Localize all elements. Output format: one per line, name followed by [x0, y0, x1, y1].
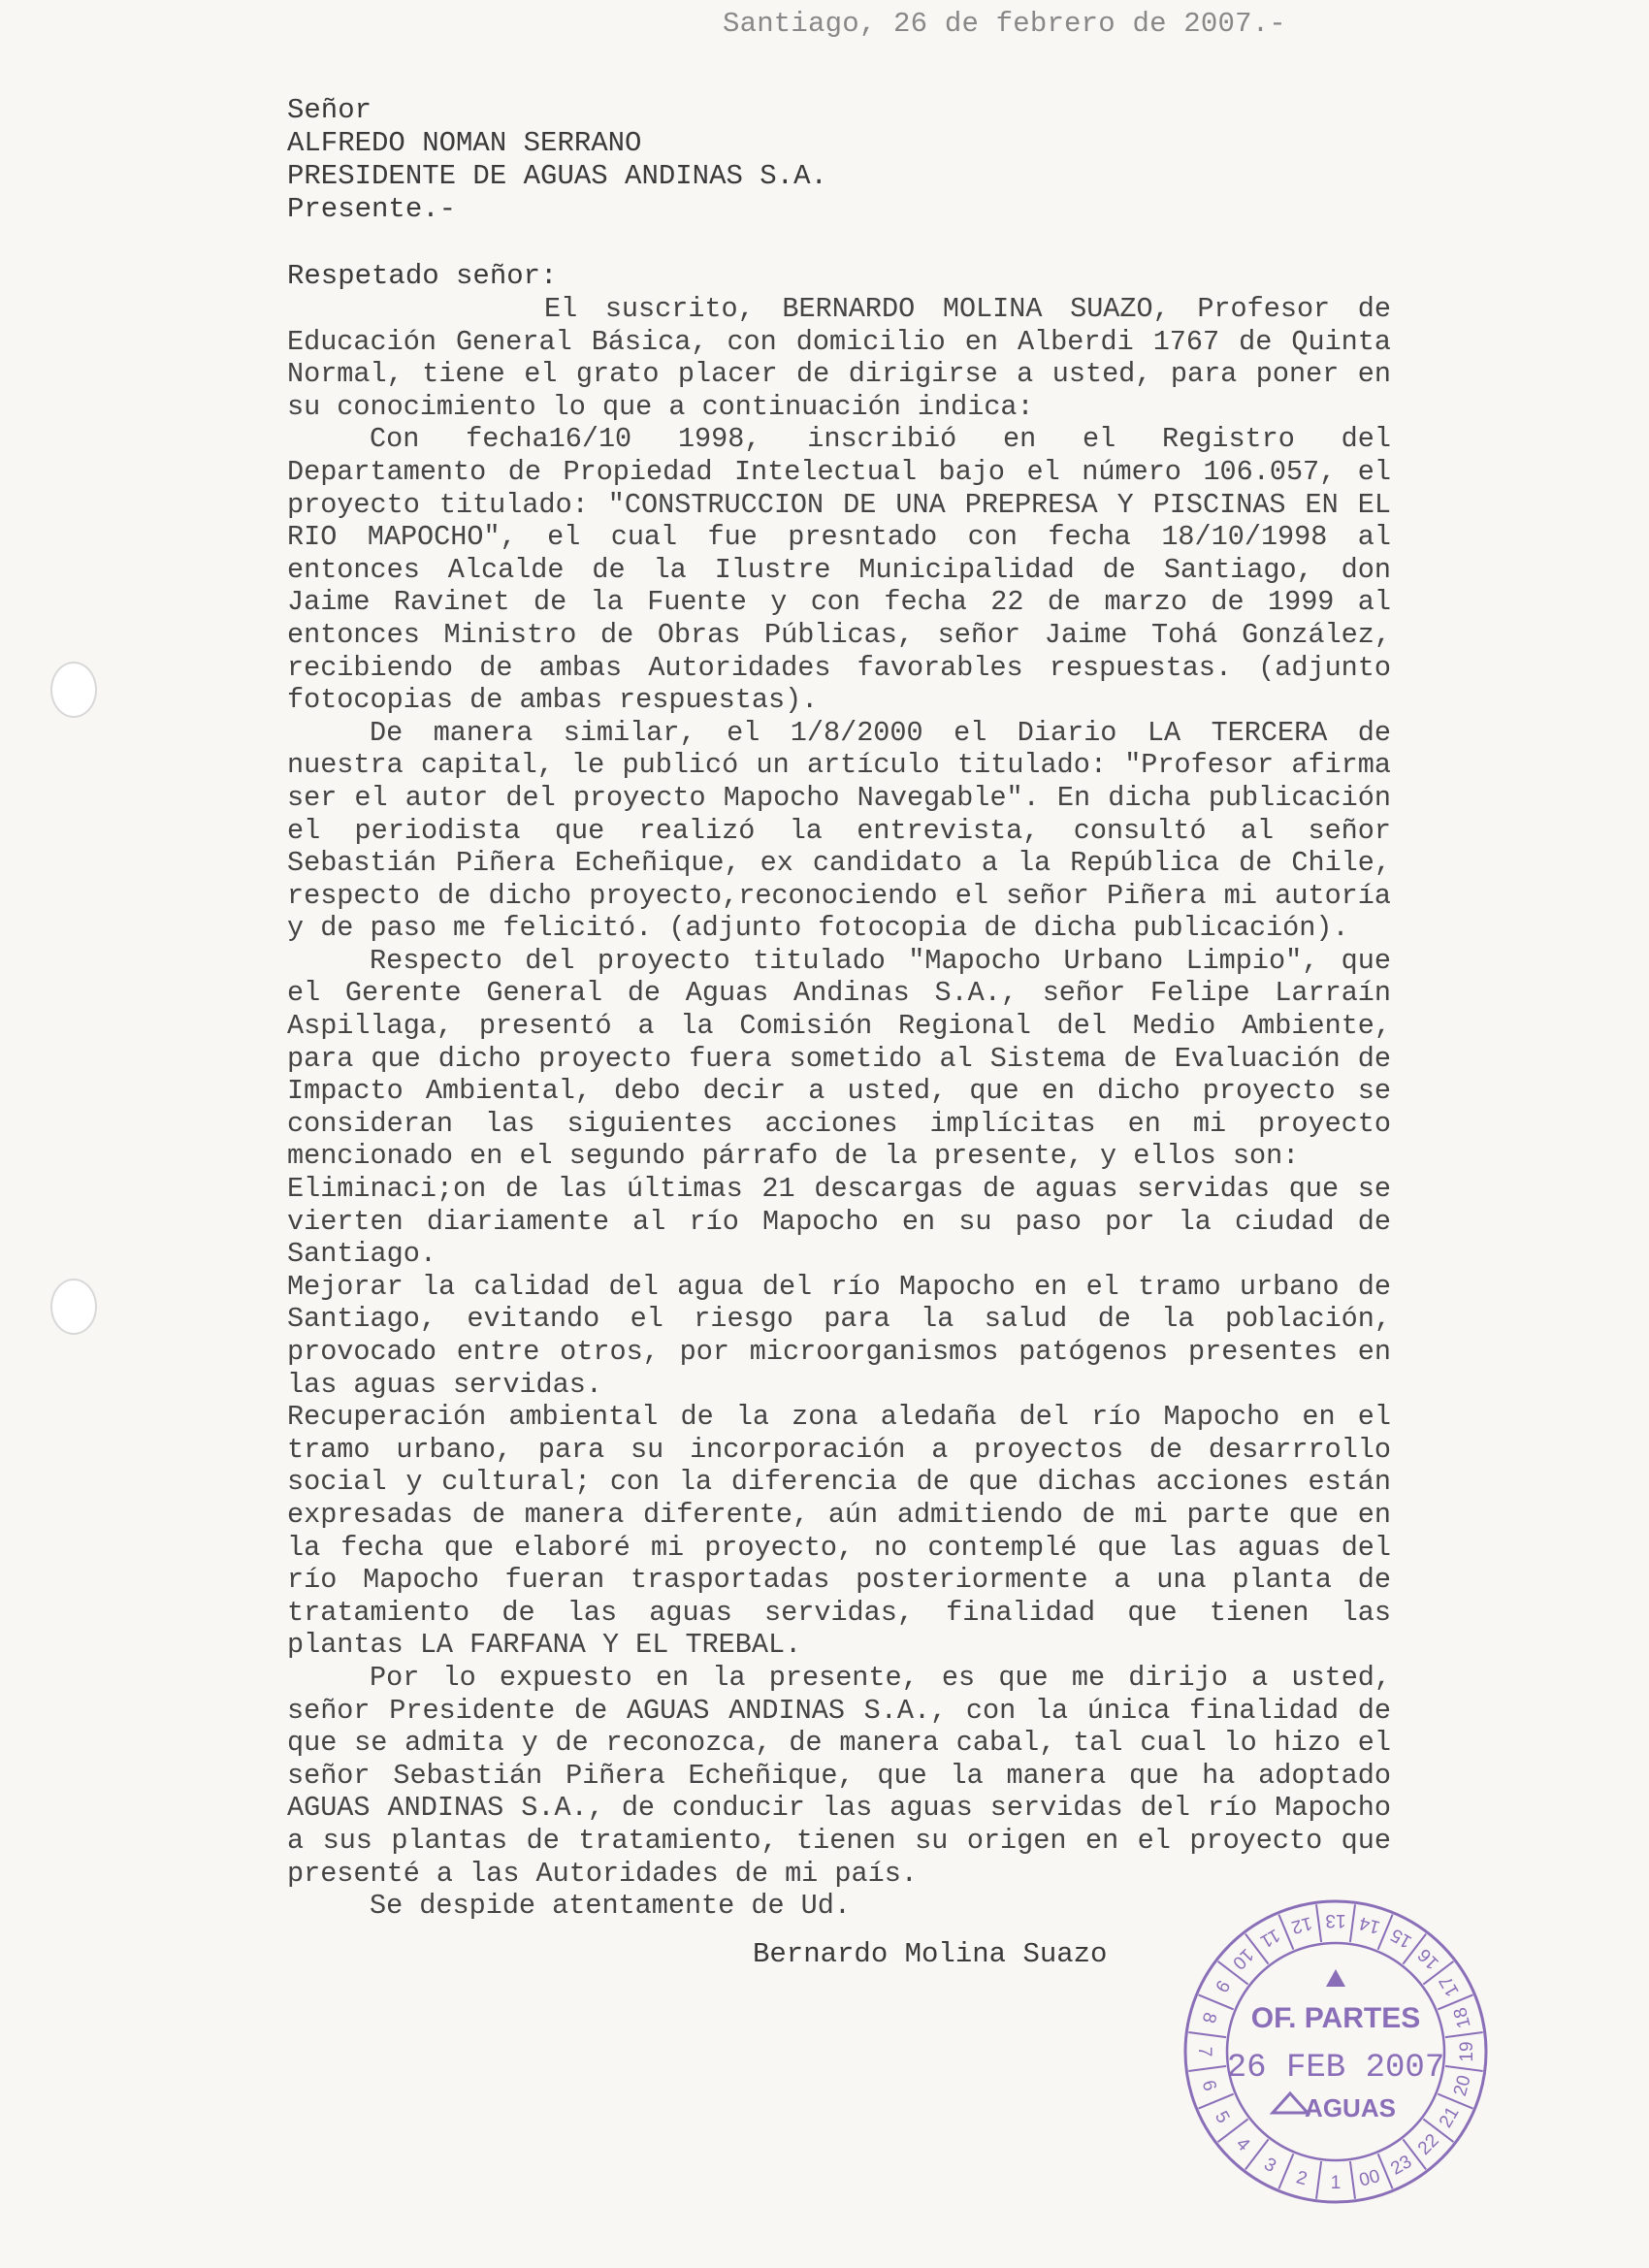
stamp-number: 9 [1210, 1976, 1234, 1996]
paragraph-registration: Con fecha16/10 1998, inscribió en el Registro del Departamento de Propiedad Intelectual bajo el número 106.057, el proyecto titulado: "CONSTRUCCION DE UNA PREPRESA Y PISCINAS EN EL RIO MAPOCHO", el cual fue presntado con fecha 18/10/1998 al entonces Alcalde de la Ilustre Municipalidad de Santiago, don Jaime Ravinet de la Fuente y con fecha 22 de marzo de 1999 al entonces Ministro de Obras Públicas, señor Jaime Tohá González, recibiendo de ambas Autoridades favorables respuestas. (adjunto fotocopias de ambas respuestas). [287, 423, 1391, 717]
stamp-number: 4 [1231, 2133, 1254, 2156]
signature-name: Bernardo Molina Suazo [753, 1938, 1108, 1970]
stamp-number: 3 [1260, 2154, 1280, 2178]
stamp-divider [1278, 2154, 1293, 2188]
stamp-number: 18 [1449, 2004, 1475, 2030]
stamp-logo-icon [1273, 2093, 1308, 2113]
stamp-divider [1188, 2032, 1226, 2037]
stamp-number: 10 [1228, 1944, 1258, 1974]
addressee-presente: Presente.- [287, 193, 457, 225]
stamp-number: 11 [1256, 1924, 1284, 1952]
addressee-block [287, 94, 827, 226]
paragraph-request: Por lo expuesto en la presente, es que me dirijo a usted, señor Presidente de AGUAS ANDINAS S.A., con la única finalidad de que se admita y de reconozca, de manera cabal, tal cual lo hizo el señor Sebastián Piñera Echeñique, que la manera que ha adoptado AGUAS ANDINAS S.A., de conducir las aguas servidas del río Mapocho a sus plantas de tratamiento, tienen su origen en el proyecto que presenté a las Autoridades de mi país. [287, 1661, 1391, 1890]
stamp-office: OF. PARTES [1250, 2002, 1421, 2034]
paragraph-intro: El suscrito, BERNARDO MOLINA SUAZO, Profesor de Educación General Básica, con domicilio en Alberdi 1767 de Quinta Normal, tiene el grato placer de dirigirse a usted, para poner en su conocimiento lo que a continuación indica: [287, 293, 1391, 423]
stamp-divider [1188, 2066, 1226, 2071]
stamp-divider [1316, 2161, 1321, 2199]
addressee-name: ALFREDO NOMAN SERRANO [287, 127, 642, 159]
stamp-divider [1316, 1904, 1321, 1942]
stamp-number: 21 [1435, 2103, 1464, 2132]
stamp-number: 00 [1357, 2165, 1383, 2191]
stamp-number: 14 [1357, 1912, 1383, 1938]
stamp-number: 23 [1387, 2151, 1416, 2180]
paragraph-publication: De manera similar, el 1/8/2000 el Diario LA TERCERA de nuestra capital, le publicó un artículo titulado: "Profesor afirma ser el autor del proyecto Mapocho Navegable". En dicha publicación el periodista que realizó la entrevista, consultó al señor Sebastián Piñera Echeñique, ex candidato a la República de Chile, respecto de dicho proyecto,reconociendo el señor Piñera mi autoría y de paso me felicitó. (adjunto fotocopia de dicha publicación). [287, 716, 1391, 945]
punch-hole-upper [50, 662, 97, 718]
stamp-pointer-icon [1326, 1969, 1345, 1987]
stamp-number: 1 [1330, 2173, 1342, 2193]
addressee-title: Señor [287, 94, 372, 126]
stamp-number: 12 [1288, 1912, 1314, 1938]
stamp-number: 16 [1413, 1944, 1443, 1974]
paragraph-action-3: Recuperación ambiental de la zona aledaña del río Mapocho en el tramo urbano, para su incorporación a proyectos de desarrrollo social y cultural; con la diferencia de que dichas acciones están expresadas de manera diferente, aún admitiendo de mi parte que en la fecha que elaboré mi proyecto, no contemplé que las aguas del río Mapocho fueran trasportadas posteriormente a una planta de tratamiento de las aguas servidas, finalidad que tienen las plantas LA FARFANA Y EL TREBAL. [287, 1401, 1391, 1662]
punch-hole-lower [50, 1279, 97, 1335]
paragraph-action-1: Eliminaci;on de las últimas 21 descargas de aguas servidas que se vierten diariamente al río Mapocho en su paso por la ciudad de Santiago. [287, 1173, 1391, 1271]
stamp-divider [1445, 2066, 1483, 2071]
addressee-position: PRESIDENTE DE AGUAS ANDINAS S.A. [287, 160, 827, 192]
stamp-number: 7 [1194, 2046, 1214, 2057]
salutation: Respetado señor: [287, 260, 558, 292]
paragraph-closing: Se despide atentamente de Ud. [370, 1890, 851, 1923]
stamp-number: 5 [1210, 2107, 1234, 2127]
stamp-divider [1445, 2032, 1483, 2037]
paragraph-action-2: Mejorar la calidad del agua del río Mapocho en el tramo urbano de Santiago, evitando el riesgo para la salud de la población, provocado entre otros, por microorganismos patógenos presentes en las aguas servidas. [287, 1270, 1391, 1401]
received-stamp [1176, 1892, 1496, 2212]
stamp-number: 17 [1435, 1971, 1464, 2000]
stamp-date: 26 FEB 2007 [1226, 2050, 1445, 2087]
stamp-divider [1350, 1904, 1355, 1942]
stamp-number: 8 [1197, 2010, 1220, 2025]
stamp-divider [1199, 1994, 1234, 2009]
stamp-number: 22 [1413, 2129, 1443, 2159]
stamp-divider [1199, 2094, 1234, 2109]
stamp-number: 2 [1294, 2167, 1310, 2190]
stamp-number: 13 [1325, 1910, 1346, 1930]
stamp-number: 20 [1449, 2073, 1475, 2099]
stamp-number: 19 [1457, 2041, 1477, 2062]
stamp-number: 15 [1387, 1924, 1416, 1953]
paragraph-project: Respecto del proyecto titulado "Mapocho Urbano Limpio", que el Gerente General de Aguas Andinas S.A., señor Felipe Larraín Aspillaga, presentó a la Comisión Regional del Medio Ambiente, para que dicho proyecto fuera sometido al Sistema de Evaluación de Impacto Ambiental, debo decir a usted, que en dicho proyecto se consideran las siguientes acciones implícitas en mi proyecto mencionado en el segundo párrafo de la presente, y ellos son: [287, 944, 1391, 1173]
stamp-number: 6 [1197, 2078, 1220, 2093]
letter-date: Santiago, 26 de febrero de 2007.- [723, 8, 1286, 40]
stamp-org: AGUAS [1305, 2093, 1396, 2122]
letter-body [287, 293, 1391, 1923]
stamp-divider [1350, 2161, 1355, 2199]
